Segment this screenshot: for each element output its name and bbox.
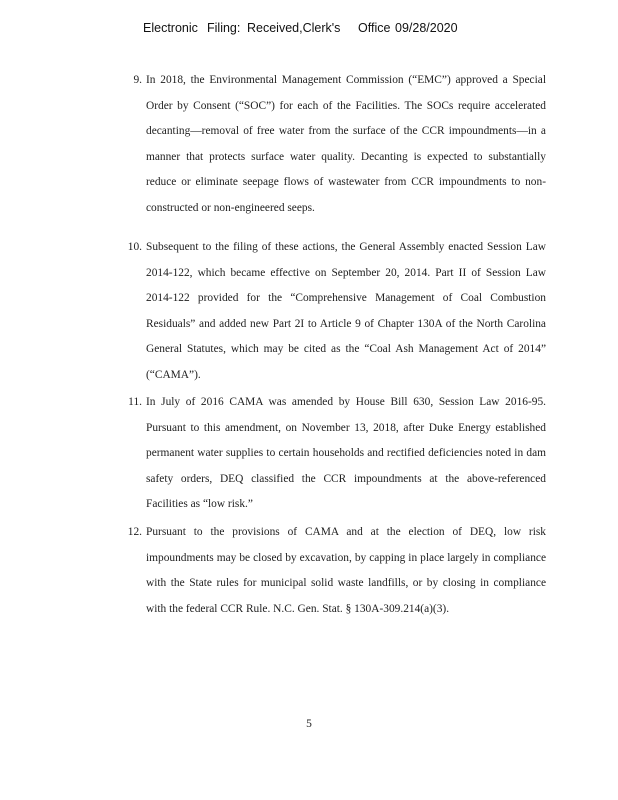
stamp-electronic: Electronic [143,21,198,35]
paragraph-number: 12. [127,526,142,538]
paragraph-text: In 2018, the Environmental Management Commission (“EMC”) approved a Special Order by Consent (“SOC”) for each of the Facilities. The SOCs require accelerated decanting—removal of free water from the surface of the CCR impoundments—in a manner that protects surface water quality. Decanting is expected to substantially reduce or eliminate seepage flows of wastewater from CCR impoundments to non-constructed or non-engineered seeps. [146,74,546,214]
filing-stamp [143,21,503,39]
stamp-date: 09/28/2020 [395,21,458,35]
paragraph-text: Pursuant to the provisions of CAMA and at the election of DEQ, low risk impoundments may be closed by excavation, by capping in place largely in compliance with the State rules for municipal solid waste landfills, or by closing in compliance with the federal CCR Rule. N.C. Gen. Stat. § 130A-309.214(a)(3). [146,526,546,615]
paragraph-12 [118,520,546,622]
paragraph-9 [118,68,546,221]
paragraph-10 [118,235,546,388]
paragraph-number: 10. [127,241,142,253]
paragraph-text: In July of 2016 CAMA was amended by House Bill 630, Session Law 2016-95. Pursuant to this amendment, on November 13, 2018, after Duke Energy established permanent water supplies to certain households and rectified deficiencies noted in dam safety orders, DEQ classified the CCR impoundments at the above-referenced Facilities as “low risk.” [146,396,546,510]
stamp-received-clerks: Received,Clerk's [247,21,341,35]
page-number: 5 [306,718,312,730]
paragraph-number: 11. [128,396,142,408]
stamp-office: Office [358,21,391,35]
stamp-filing: Filing: [207,21,241,35]
paragraph-text: Subsequent to the filing of these actions, the General Assembly enacted Session Law 2014-122, which became effective on September 20, 2014. Part II of Session Law 2014-122 provided for the “Comprehensive Management of Coal Combustion Residuals” and added new Part 2I to Article 9 of Chapter 130A of the North Carolina General Statutes, which may be cited as the “Coal Ash Management Act of 2014” (“CAMA”). [146,241,546,381]
paragraph-11 [118,390,546,518]
paragraph-number: 9. [133,74,142,86]
